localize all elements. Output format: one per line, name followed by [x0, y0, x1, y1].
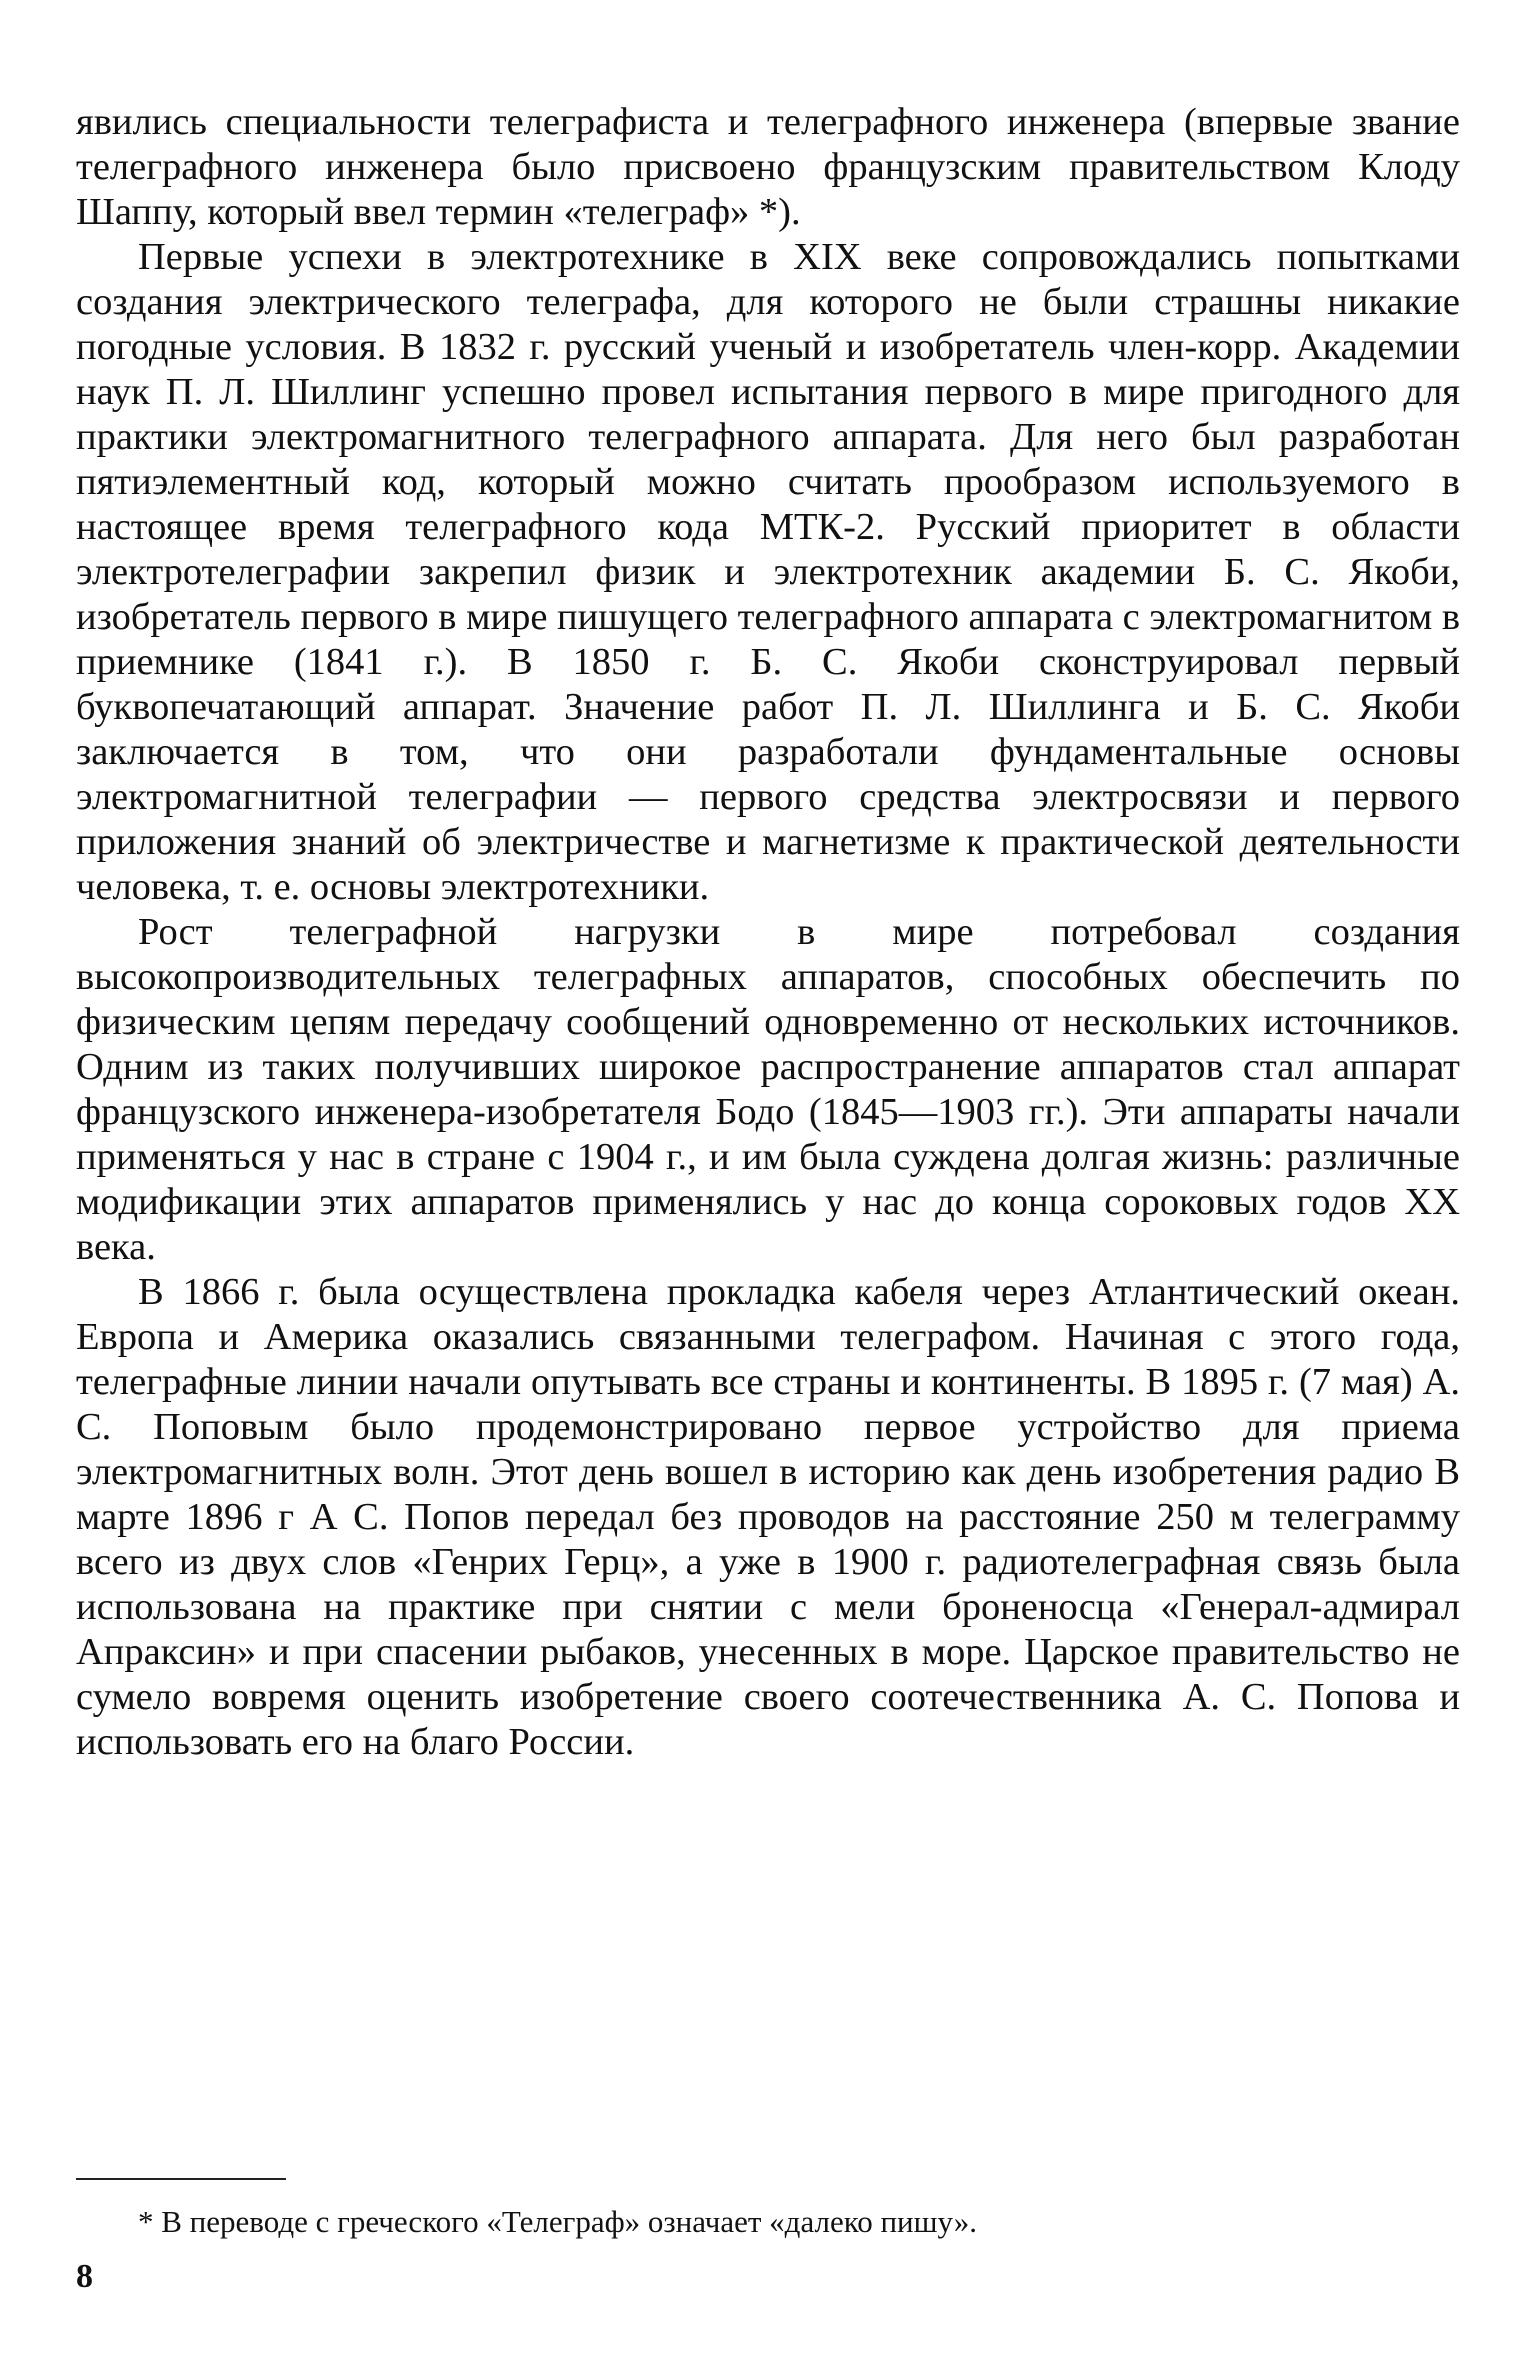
footnote: * В переводе с греческого «Телеграф» означает «далеко пишу».: [138, 2204, 978, 2239]
page-body: [76, 100, 1460, 1765]
footnote-divider: [76, 2178, 286, 2180]
paragraph-telegraph-engineer: явились специальности телеграфиста и телеграфного инженера (впервые звание телеграфного инженера было присвоено французским правительством Клоду Шаппу, который ввел термин «телеграф» *).: [76, 101, 1460, 233]
paragraph-telegraph-load: Рост телеграфной нагрузки в мире потребовал создания высокопроизводительных телеграфных аппаратов, способных обеспечить по физическим цепям передачу сообщений одновременно от нескольких источников. Одним из таких получивших широкое распространение аппаратов стал аппарат французского инженера-изобретателя Бодо (1845—1903 гг.). Эти аппараты начали применяться у нас в стране с 1904 г., и им была суждена долгая жизнь: различные модификации этих аппаратов применялись у нас до конца сороковых годов XX века.: [76, 911, 1460, 1268]
page-number: 8: [76, 2258, 93, 2295]
paragraph-first-successes: Первые успехи в электротехнике в XIX веке сопровождались попытками создания электрического телеграфа, для которого не были страшны никакие погодные условия. В 1832 г. русский ученый и изобретатель член-корр. Академии наук П. Л. Шиллинг успешно провел испытания первого в мире пригодного для практики электромагнитного телеграфного аппарата. Для него был разработан пятиэлементный код, который можно считать прообразом используемого в настоящее время телеграфного кода МТК-2. Русский приоритет в области электротелеграфии закрепил физик и электротехник академии Б. С. Якоби, изобретатель первого в мире пишущего телеграфного аппарата с электромагнитом в приемнике (1841 г.). В 1850 г. Б. С. Якоби сконструировал первый буквопечатающий аппарат. Значение работ П. Л. Шиллинга и Б. С. Якоби заключается в том, что они разработали фундаментальные основы электромагнитной телеграфии — первого средства электросвязи и первого приложения знаний об электричестве и магнетизме к практической деятельности человека, т. е. основы электротехники.: [76, 236, 1460, 908]
paragraph-atlantic-cable: В 1866 г. была осуществлена прокладка кабеля через Атлантический океан. Европа и Америка оказались связанными телеграфом. Начиная с этого года, телеграфные линии начали опутывать все страны и континенты. В 1895 г. (7 мая) А. С. Поповым было продемонстрировано первое устройство для приема электромагнитных волн. Этот день вошел в историю как день изобретения радио В марте 1896 г А С. Попов передал без проводов на расстояние 250 м телеграмму всего из двух слов «Генрих Герц», а уже в 1900 г. радиотелеграфная связь была использована на практике при снятии с мели броненосца «Генерал-адмирал Апраксин» и при спасении рыбаков, унесенных в море. Царское правительство не сумело вовремя оценить изобретение своего соотечественника А. С. Попова и использовать его на благо России.: [76, 1271, 1460, 1763]
